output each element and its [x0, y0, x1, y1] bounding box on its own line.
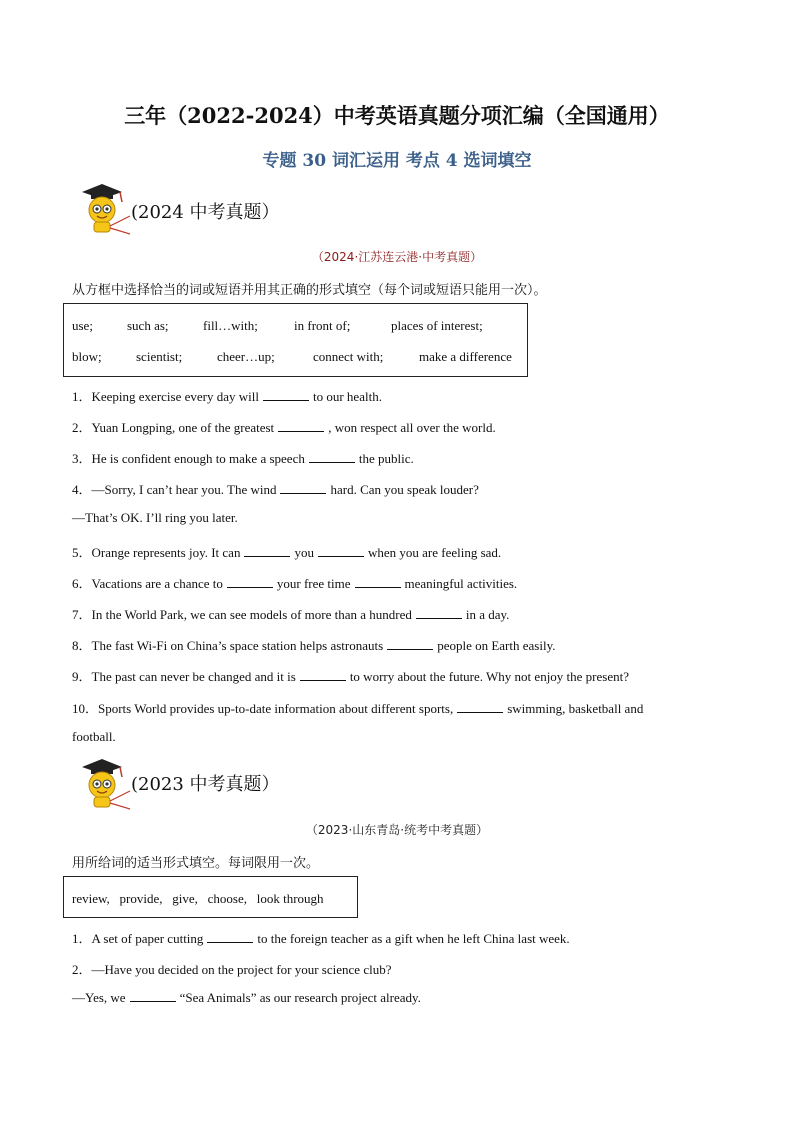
answer-blank[interactable]: [280, 482, 326, 494]
word-box: [63, 876, 358, 918]
document-title: 三年（2022-2024）中考英语真题分项汇编（全国通用）: [124, 103, 670, 128]
question-1: 1．A set of paper cutting to the foreign teacher as a gift when he left China last week.: [72, 931, 570, 946]
question-7: 7．In the World Park, we can see models of more than a hundred in a day.: [72, 607, 510, 622]
source-label: （2023·山东青岛·统考中考真题）: [305, 823, 489, 837]
question-6: 6．Vacations are a chance to your free time meaningful activities.: [72, 576, 518, 591]
word-box: [63, 303, 528, 377]
answer-blank[interactable]: [300, 669, 346, 681]
answer-blank[interactable]: [318, 545, 364, 557]
mascot-icon: [72, 757, 132, 818]
question-9: 9．The past can never be changed and it is to worry about the future. Why not enjoy the present?: [72, 669, 629, 684]
question-4: 4．—Sorry, I can’t hear you. The wind hard. Can you speak louder?: [72, 482, 479, 497]
answer-blank[interactable]: [278, 420, 324, 432]
word-options: review, provide, give, choose, look through: [72, 891, 324, 906]
question-10: 10．Sports World provides up-to-date information about different sports, swimming, basketball and: [72, 701, 644, 716]
source-label: （2024·江苏连云港·中考真题）: [311, 250, 483, 264]
question-1: 1．Keeping exercise every day will to our health.: [72, 389, 382, 404]
word-option: blow;: [72, 349, 102, 364]
word-option: such as;: [127, 318, 169, 333]
word-option: connect with;: [313, 349, 384, 364]
answer-blank[interactable]: [263, 389, 309, 401]
section-heading-2023: (2023 中考真题）: [131, 774, 280, 795]
instruction-text: 用所给词的适当形式填空。每词限用一次。: [72, 856, 320, 871]
section-heading-2024: (2024 中考真题）: [131, 202, 280, 223]
word-option: fill…with;: [203, 318, 258, 333]
answer-blank[interactable]: [355, 576, 401, 588]
question-2: 2．Yuan Longping, one of the greatest , won respect all over the world.: [72, 420, 496, 435]
word-option: in front of;: [294, 318, 351, 333]
question-4-reply: —That’s OK. I’ll ring you later.: [72, 510, 238, 525]
word-option: cheer…up;: [217, 349, 275, 364]
answer-blank[interactable]: [130, 990, 176, 1002]
question-2: 2．—Have you decided on the project for your science club?: [72, 962, 392, 977]
answer-blank[interactable]: [227, 576, 273, 588]
answer-blank[interactable]: [244, 545, 290, 557]
answer-blank[interactable]: [416, 607, 462, 619]
instruction-text: 从方框中选择恰当的词或短语并用其正确的形式填空（每个词或短语只能用一次）。: [72, 283, 547, 298]
answer-blank[interactable]: [309, 451, 355, 463]
word-option: scientist;: [136, 349, 183, 364]
question-5: 5．Orange represents joy. It can you when you are feeling sad.: [72, 545, 502, 560]
question-3: 3．He is confident enough to make a speech the public.: [72, 451, 414, 466]
word-option: use;: [72, 318, 93, 333]
word-option: places of interest;: [391, 318, 483, 333]
answer-blank[interactable]: [387, 638, 433, 650]
question-8: 8．The fast Wi-Fi on China’s space station helps astronauts people on Earth easily.: [72, 638, 556, 653]
answer-blank[interactable]: [207, 931, 253, 943]
mascot-icon: [72, 182, 132, 243]
question-2-reply: —Yes, we “Sea Animals” as our research project already.: [72, 990, 421, 1005]
document-subtitle: 专题 30 词汇运用 考点 4 选词填空: [262, 151, 532, 171]
question-10-cont: football.: [72, 729, 116, 744]
word-option: make a difference: [419, 349, 512, 364]
answer-blank[interactable]: [457, 701, 503, 713]
